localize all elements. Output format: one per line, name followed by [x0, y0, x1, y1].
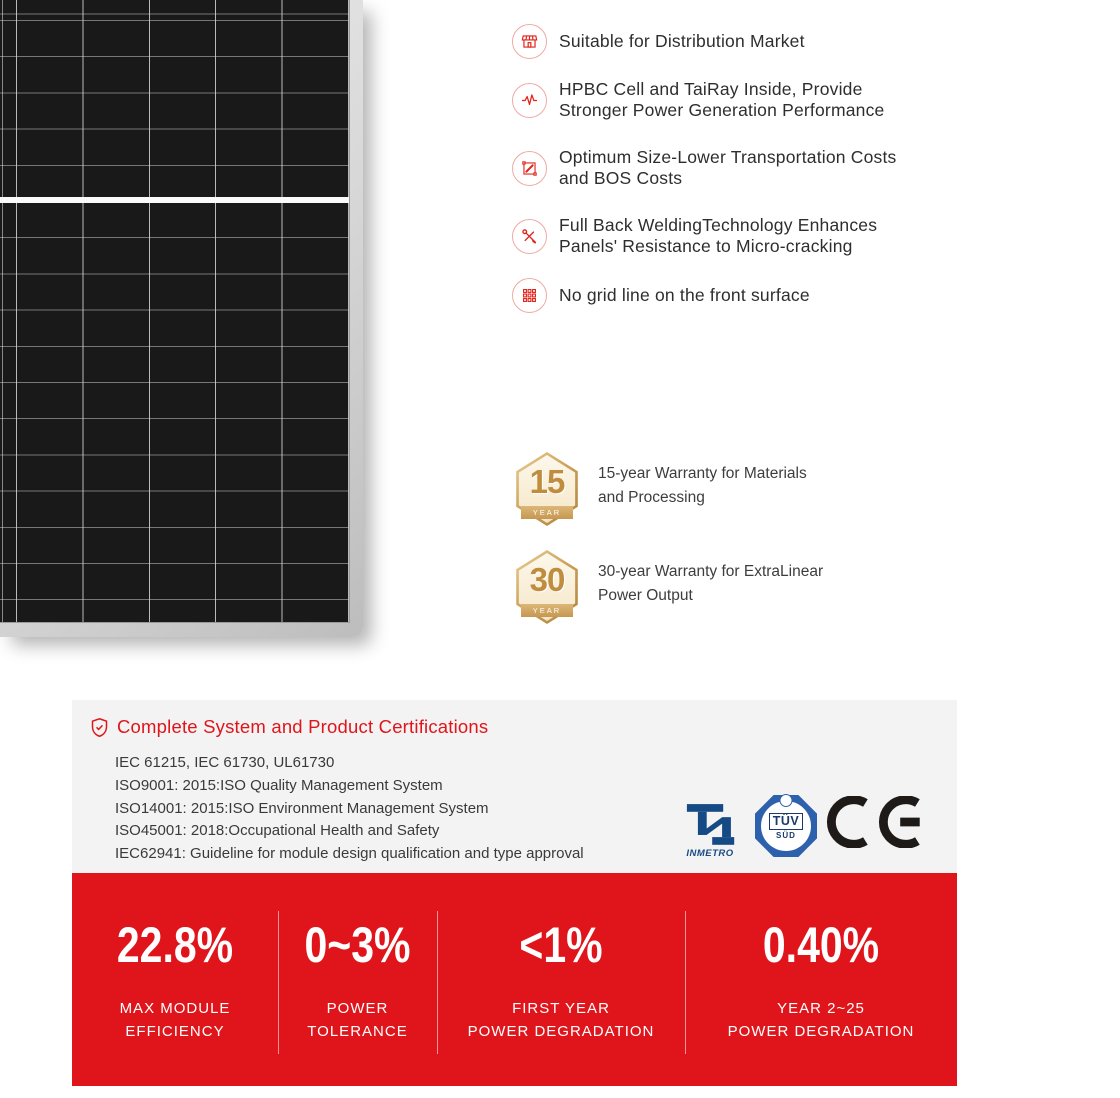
feature-line: and BOS Costs — [559, 168, 683, 188]
stat-label: POWER — [326, 1000, 389, 1017]
stat-label: FIRST YEAR — [512, 1000, 610, 1017]
stat-value: 22.8% — [116, 917, 234, 973]
stat-power-tolerance — [278, 873, 437, 1086]
shield-check-icon — [89, 717, 110, 738]
warranty-15-year — [512, 452, 807, 526]
certifications-title: Complete System and Product Certifications — [117, 716, 489, 737]
feature-line: Stronger Power Generation Performance — [559, 100, 885, 120]
stat-label: YEAR 2~25 — [777, 1000, 865, 1017]
feature-text — [559, 285, 810, 306]
stat-label: POWER DEGRADATION — [467, 1023, 655, 1040]
feature-list — [512, 24, 982, 313]
certification-list — [115, 752, 584, 866]
certification-item: ISO45001: 2018:Occupational Health and Safety — [115, 822, 440, 840]
panel-edge-line — [2, 0, 3, 622]
stat-value: 0.40% — [762, 917, 880, 973]
stat-label: MAX MODULE — [119, 1000, 231, 1017]
feature-line: Panels' Resistance to Micro-cracking — [559, 236, 853, 256]
feature-item — [512, 147, 982, 189]
size-icon — [512, 151, 547, 186]
stat-value: 0~3% — [304, 917, 411, 973]
inmetro-label: INMETRO — [686, 848, 734, 859]
feature-text — [559, 31, 805, 52]
stat-first-year-degradation — [437, 873, 685, 1086]
tuv-label: TÜV — [769, 813, 804, 830]
warranty-line: 15-year Warranty for Materials — [598, 465, 807, 482]
feature-item — [512, 215, 982, 257]
warranty-badge-30-icon — [512, 550, 582, 624]
inmetro-logo — [679, 803, 741, 859]
certification-item: IEC62941: Guideline for module design qualification and type approval — [115, 845, 584, 863]
feature-line: HPBC Cell and TaiRay Inside, Provide — [559, 79, 863, 99]
warranty-text — [598, 550, 823, 624]
feature-item — [512, 278, 982, 313]
warranty-badge-15-icon — [512, 452, 582, 526]
certifications-header — [89, 716, 488, 738]
warranty-text — [598, 452, 807, 526]
warranty-badge-unit: YEAR — [521, 506, 573, 519]
feature-text — [559, 147, 897, 189]
tools-icon — [512, 219, 547, 254]
warranty-badge-number: 30 — [529, 561, 565, 598]
feature-item — [512, 24, 982, 59]
solar-panel-image — [0, 0, 363, 637]
stat-value: <1% — [519, 917, 603, 973]
sud-label: SÜD — [776, 830, 796, 840]
solar-panel-cells — [0, 0, 350, 623]
store-icon — [512, 24, 547, 59]
stat-label: TOLERANCE — [307, 1023, 408, 1040]
warranty-30-year — [512, 550, 823, 624]
stats-banner — [72, 873, 957, 1086]
certification-item: IEC 61215, IEC 61730, UL61730 — [115, 754, 335, 771]
certification-item: ISO9001: 2015:ISO Quality Management System — [115, 776, 443, 794]
stat-max-module-efficiency — [72, 873, 278, 1086]
warranty-badge-number: 15 — [529, 463, 565, 500]
certification-logos — [679, 795, 939, 865]
warranty-line: 30-year Warranty for ExtraLinear — [598, 563, 824, 580]
panel-busbar — [0, 197, 349, 203]
certification-item: ISO14001: 2015:ISO Environment Management System — [115, 799, 489, 817]
stat-label: POWER DEGRADATION — [727, 1023, 915, 1040]
feature-line: No grid line on the front surface — [559, 285, 810, 305]
grid-icon — [512, 278, 547, 313]
feature-item — [512, 79, 982, 121]
feature-text — [559, 79, 884, 121]
feature-line: Full Back WeldingTechnology Enhances — [559, 215, 878, 235]
feature-text — [559, 215, 877, 257]
stat-year-2-25-degradation — [685, 873, 957, 1086]
tuv-sud-logo — [755, 795, 817, 857]
warranty-badge-unit: YEAR — [521, 604, 573, 617]
ce-mark-logo — [825, 796, 929, 853]
pulse-icon — [512, 83, 547, 118]
warranty-line: and Processing — [598, 489, 705, 506]
certifications-panel — [72, 700, 957, 873]
feature-line: Optimum Size-Lower Transportation Costs — [559, 147, 897, 167]
feature-line: Suitable for Distribution Market — [559, 31, 805, 51]
stat-label: EFFICIENCY — [125, 1023, 225, 1040]
warranty-line: Power Output — [598, 587, 693, 604]
